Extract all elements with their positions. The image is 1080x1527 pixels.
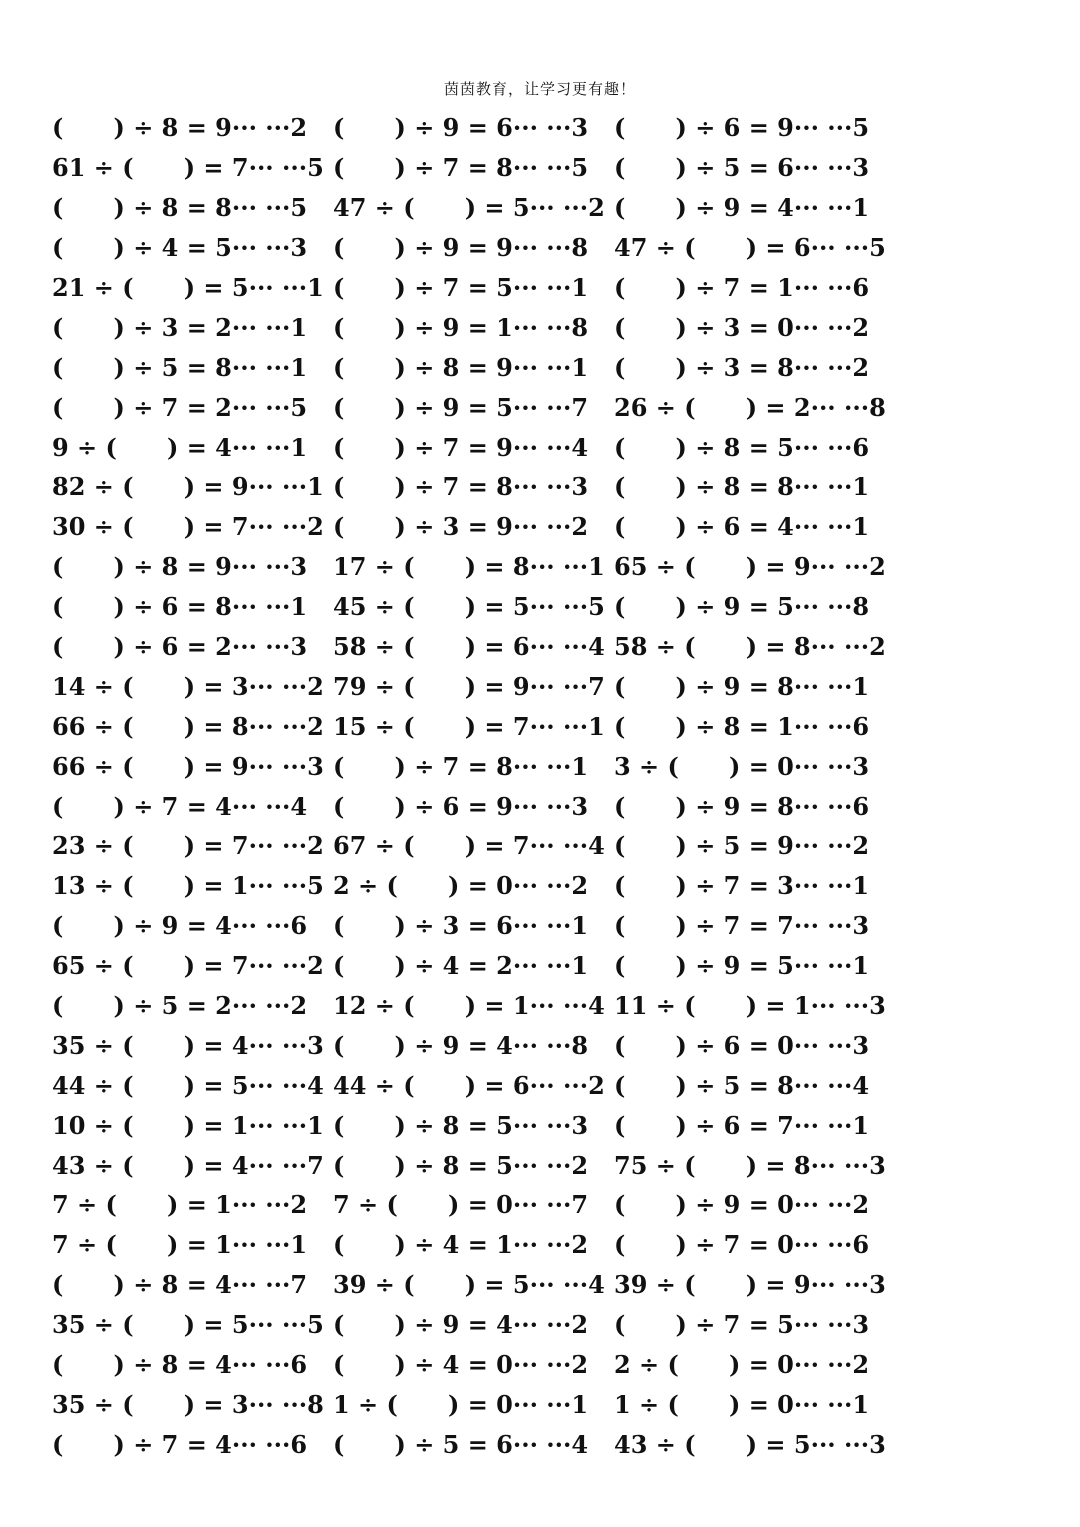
- problem-row: [52, 1225, 1052, 1265]
- problem-row: [52, 1345, 1052, 1385]
- problem-row: [52, 786, 1052, 826]
- division-problem: 1 ÷ ( ) = 0··· ···1: [614, 1389, 870, 1419]
- division-problem: ( ) ÷ 6 = 0··· ···3: [614, 1030, 870, 1060]
- problem-row: [52, 587, 1052, 627]
- division-problem: 14 ÷ ( ) = 3··· ···2: [52, 671, 324, 701]
- division-problem: 61 ÷ ( ) = 7··· ···5: [52, 153, 324, 183]
- division-problem: ( ) ÷ 8 = 9··· ···2: [52, 113, 308, 143]
- division-problem: ( ) ÷ 4 = 1··· ···2: [333, 1230, 589, 1260]
- problem-row: [52, 307, 1052, 347]
- division-problem: ( ) ÷ 9 = 4··· ···1: [614, 193, 870, 223]
- division-problem: 9 ÷ ( ) = 4··· ···1: [52, 432, 308, 462]
- division-problem: ( ) ÷ 8 = 9··· ···3: [52, 552, 308, 582]
- division-problem: ( ) ÷ 4 = 0··· ···2: [333, 1350, 589, 1380]
- division-problem: 7 ÷ ( ) = 1··· ···1: [52, 1230, 308, 1260]
- problem-row: [52, 1105, 1052, 1145]
- division-problem: 39 ÷ ( ) = 9··· ···3: [614, 1270, 886, 1300]
- division-problem: 7 ÷ ( ) = 0··· ···7: [333, 1190, 589, 1220]
- division-problem: ( ) ÷ 4 = 5··· ···3: [52, 233, 308, 263]
- problem-row: [52, 108, 1052, 148]
- problem-row: [52, 188, 1052, 228]
- division-problem: ( ) ÷ 5 = 9··· ···2: [614, 831, 870, 861]
- division-problem: 44 ÷ ( ) = 5··· ···4: [52, 1070, 324, 1100]
- division-problem: 21 ÷ ( ) = 5··· ···1: [52, 273, 324, 302]
- problem-row: [52, 666, 1052, 706]
- division-problem: 35 ÷ ( ) = 4··· ···3: [52, 1030, 324, 1060]
- division-problem: ( ) ÷ 8 = 4··· ···7: [52, 1270, 308, 1300]
- division-problem: ( ) ÷ 9 = 5··· ···8: [614, 592, 870, 622]
- division-problem: 12 ÷ ( ) = 1··· ···4: [333, 991, 605, 1021]
- problem-row: [52, 1265, 1052, 1305]
- division-problem: ( ) ÷ 7 = 7··· ···3: [614, 911, 870, 941]
- division-problem: 47 ÷ ( ) = 5··· ···2: [333, 193, 605, 223]
- division-problem: 30 ÷ ( ) = 7··· ···2: [52, 512, 324, 542]
- division-problem: 7 ÷ ( ) = 1··· ···2: [52, 1190, 308, 1220]
- problem-row: [52, 946, 1052, 986]
- problem-row: [52, 1145, 1052, 1185]
- problem-row: [52, 148, 1052, 188]
- division-problem: ( ) ÷ 8 = 5··· ···6: [614, 432, 870, 462]
- division-problem: 39 ÷ ( ) = 5··· ···4: [333, 1270, 605, 1300]
- division-problem: ( ) ÷ 6 = 9··· ···5: [614, 113, 870, 143]
- division-problem: ( ) ÷ 8 = 9··· ···1: [333, 352, 589, 382]
- division-problem: 45 ÷ ( ) = 5··· ···5: [333, 592, 605, 622]
- division-problem: 58 ÷ ( ) = 8··· ···2: [614, 632, 886, 662]
- problem-row: [52, 826, 1052, 866]
- division-problem: 17 ÷ ( ) = 8··· ···1: [333, 552, 605, 582]
- division-problem: 67 ÷ ( ) = 7··· ···4: [333, 831, 605, 861]
- division-problem: ( ) ÷ 9 = 4··· ···2: [333, 1310, 589, 1340]
- division-problem: ( ) ÷ 6 = 7··· ···1: [614, 1110, 870, 1140]
- division-problem: ( ) ÷ 7 = 8··· ···5: [333, 153, 589, 183]
- problem-grid: [52, 108, 1052, 1464]
- division-problem: ( ) ÷ 9 = 5··· ···7: [333, 392, 589, 422]
- division-problem: 44 ÷ ( ) = 6··· ···2: [333, 1070, 605, 1100]
- problem-row: [52, 906, 1052, 946]
- problem-row: [52, 1305, 1052, 1345]
- problem-row: [52, 1385, 1052, 1425]
- division-problem: 58 ÷ ( ) = 6··· ···4: [333, 632, 605, 662]
- division-problem: ( ) ÷ 6 = 9··· ···3: [333, 791, 589, 821]
- problem-row: [52, 507, 1052, 547]
- division-problem: ( ) ÷ 3 = 6··· ···1: [333, 911, 589, 941]
- page-header: 茵茵教育，让学习更有趣！: [443, 80, 636, 98]
- division-problem: ( ) ÷ 8 = 5··· ···2: [333, 1150, 589, 1180]
- division-problem: ( ) ÷ 7 = 8··· ···1: [333, 751, 589, 781]
- division-problem: ( ) ÷ 9 = 0··· ···2: [614, 1190, 870, 1220]
- division-problem: 10 ÷ ( ) = 1··· ···1: [52, 1110, 324, 1140]
- division-problem: ( ) ÷ 8 = 4··· ···6: [52, 1350, 308, 1380]
- division-problem: ( ) ÷ 9 = 8··· ···6: [614, 791, 870, 821]
- division-problem: ( ) ÷ 9 = 4··· ···8: [333, 1030, 589, 1060]
- division-problem: 1 ÷ ( ) = 0··· ···1: [333, 1389, 589, 1419]
- division-problem: ( ) ÷ 5 = 2··· ···2: [52, 991, 308, 1021]
- division-problem: ( ) ÷ 7 = 4··· ···6: [52, 1429, 308, 1459]
- division-problem: ( ) ÷ 5 = 8··· ···4: [614, 1070, 870, 1100]
- problem-row: [52, 1025, 1052, 1065]
- division-problem: ( ) ÷ 4 = 2··· ···1: [333, 951, 589, 981]
- division-problem: ( ) ÷ 3 = 0··· ···2: [614, 312, 870, 342]
- division-problem: ( ) ÷ 8 = 8··· ···1: [614, 472, 870, 502]
- division-problem: ( ) ÷ 7 = 5··· ···1: [333, 273, 589, 302]
- division-problem: ( ) ÷ 8 = 5··· ···3: [333, 1110, 589, 1140]
- division-problem: ( ) ÷ 7 = 9··· ···4: [333, 432, 589, 462]
- problem-row: [52, 1185, 1052, 1225]
- problem-row: [52, 387, 1052, 427]
- division-problem: ( ) ÷ 6 = 2··· ···3: [52, 632, 308, 662]
- division-problem: 26 ÷ ( ) = 2··· ···8: [614, 392, 886, 422]
- problem-row: [52, 746, 1052, 786]
- division-problem: 23 ÷ ( ) = 7··· ···2: [52, 831, 324, 861]
- problem-row: [52, 467, 1052, 507]
- division-problem: ( ) ÷ 9 = 4··· ···6: [52, 911, 308, 941]
- division-problem: ( ) ÷ 8 = 8··· ···5: [52, 193, 308, 223]
- division-problem: 65 ÷ ( ) = 7··· ···2: [52, 951, 324, 981]
- problem-row: [52, 228, 1052, 268]
- division-problem: ( ) ÷ 9 = 1··· ···8: [333, 312, 589, 342]
- division-problem: ( ) ÷ 3 = 2··· ···1: [52, 312, 308, 342]
- division-problem: ( ) ÷ 5 = 6··· ···4: [333, 1429, 589, 1459]
- division-problem: ( ) ÷ 3 = 8··· ···2: [614, 352, 870, 382]
- division-problem: ( ) ÷ 7 = 2··· ···5: [52, 392, 308, 422]
- problem-row: [52, 1065, 1052, 1105]
- problem-row: [52, 627, 1052, 667]
- division-problem: 66 ÷ ( ) = 9··· ···3: [52, 751, 324, 781]
- division-problem: ( ) ÷ 3 = 9··· ···2: [333, 512, 589, 542]
- division-problem: ( ) ÷ 7 = 5··· ···3: [614, 1310, 870, 1340]
- division-problem: 2 ÷ ( ) = 0··· ···2: [333, 871, 589, 901]
- division-problem: 35 ÷ ( ) = 5··· ···5: [52, 1310, 324, 1340]
- division-problem: ( ) ÷ 9 = 9··· ···8: [333, 233, 589, 263]
- division-problem: 75 ÷ ( ) = 8··· ···3: [614, 1150, 886, 1180]
- division-problem: 13 ÷ ( ) = 1··· ···5: [52, 871, 324, 901]
- problem-row: [52, 268, 1052, 308]
- problem-row: [52, 547, 1052, 587]
- division-problem: ( ) ÷ 7 = 4··· ···4: [52, 791, 308, 821]
- division-problem: 43 ÷ ( ) = 5··· ···3: [614, 1429, 886, 1459]
- division-problem: 65 ÷ ( ) = 9··· ···2: [614, 552, 886, 582]
- division-problem: ( ) ÷ 9 = 8··· ···1: [614, 671, 870, 701]
- division-problem: 79 ÷ ( ) = 9··· ···7: [333, 671, 605, 701]
- division-problem: 11 ÷ ( ) = 1··· ···3: [614, 991, 886, 1021]
- problem-row: [52, 706, 1052, 746]
- division-problem: ( ) ÷ 6 = 8··· ···1: [52, 592, 308, 622]
- problem-row: [52, 347, 1052, 387]
- division-problem: 47 ÷ ( ) = 6··· ···5: [614, 233, 886, 263]
- division-problem: 35 ÷ ( ) = 3··· ···8: [52, 1389, 324, 1419]
- division-problem: 2 ÷ ( ) = 0··· ···2: [614, 1350, 870, 1380]
- division-problem: ( ) ÷ 7 = 3··· ···1: [614, 871, 870, 901]
- problem-row: [52, 427, 1052, 467]
- division-problem: ( ) ÷ 9 = 5··· ···1: [614, 951, 870, 981]
- division-problem: 3 ÷ ( ) = 0··· ···3: [614, 751, 870, 781]
- division-problem: 43 ÷ ( ) = 4··· ···7: [52, 1150, 324, 1180]
- problem-row: [52, 866, 1052, 906]
- division-problem: ( ) ÷ 5 = 8··· ···1: [52, 352, 308, 382]
- problem-row: [52, 986, 1052, 1026]
- division-problem: 15 ÷ ( ) = 7··· ···1: [333, 711, 605, 741]
- division-problem: ( ) ÷ 8 = 1··· ···6: [614, 711, 870, 741]
- division-problem: 66 ÷ ( ) = 8··· ···2: [52, 711, 324, 741]
- division-problem: ( ) ÷ 7 = 0··· ···6: [614, 1230, 870, 1260]
- division-problem: ( ) ÷ 9 = 6··· ···3: [333, 113, 589, 143]
- division-problem: ( ) ÷ 7 = 1··· ···6: [614, 273, 870, 302]
- division-problem: 82 ÷ ( ) = 9··· ···1: [52, 472, 324, 502]
- problem-row: [52, 1424, 1052, 1464]
- division-problem: ( ) ÷ 7 = 8··· ···3: [333, 472, 589, 502]
- division-problem: ( ) ÷ 6 = 4··· ···1: [614, 512, 870, 542]
- division-problem: ( ) ÷ 5 = 6··· ···3: [614, 153, 870, 183]
